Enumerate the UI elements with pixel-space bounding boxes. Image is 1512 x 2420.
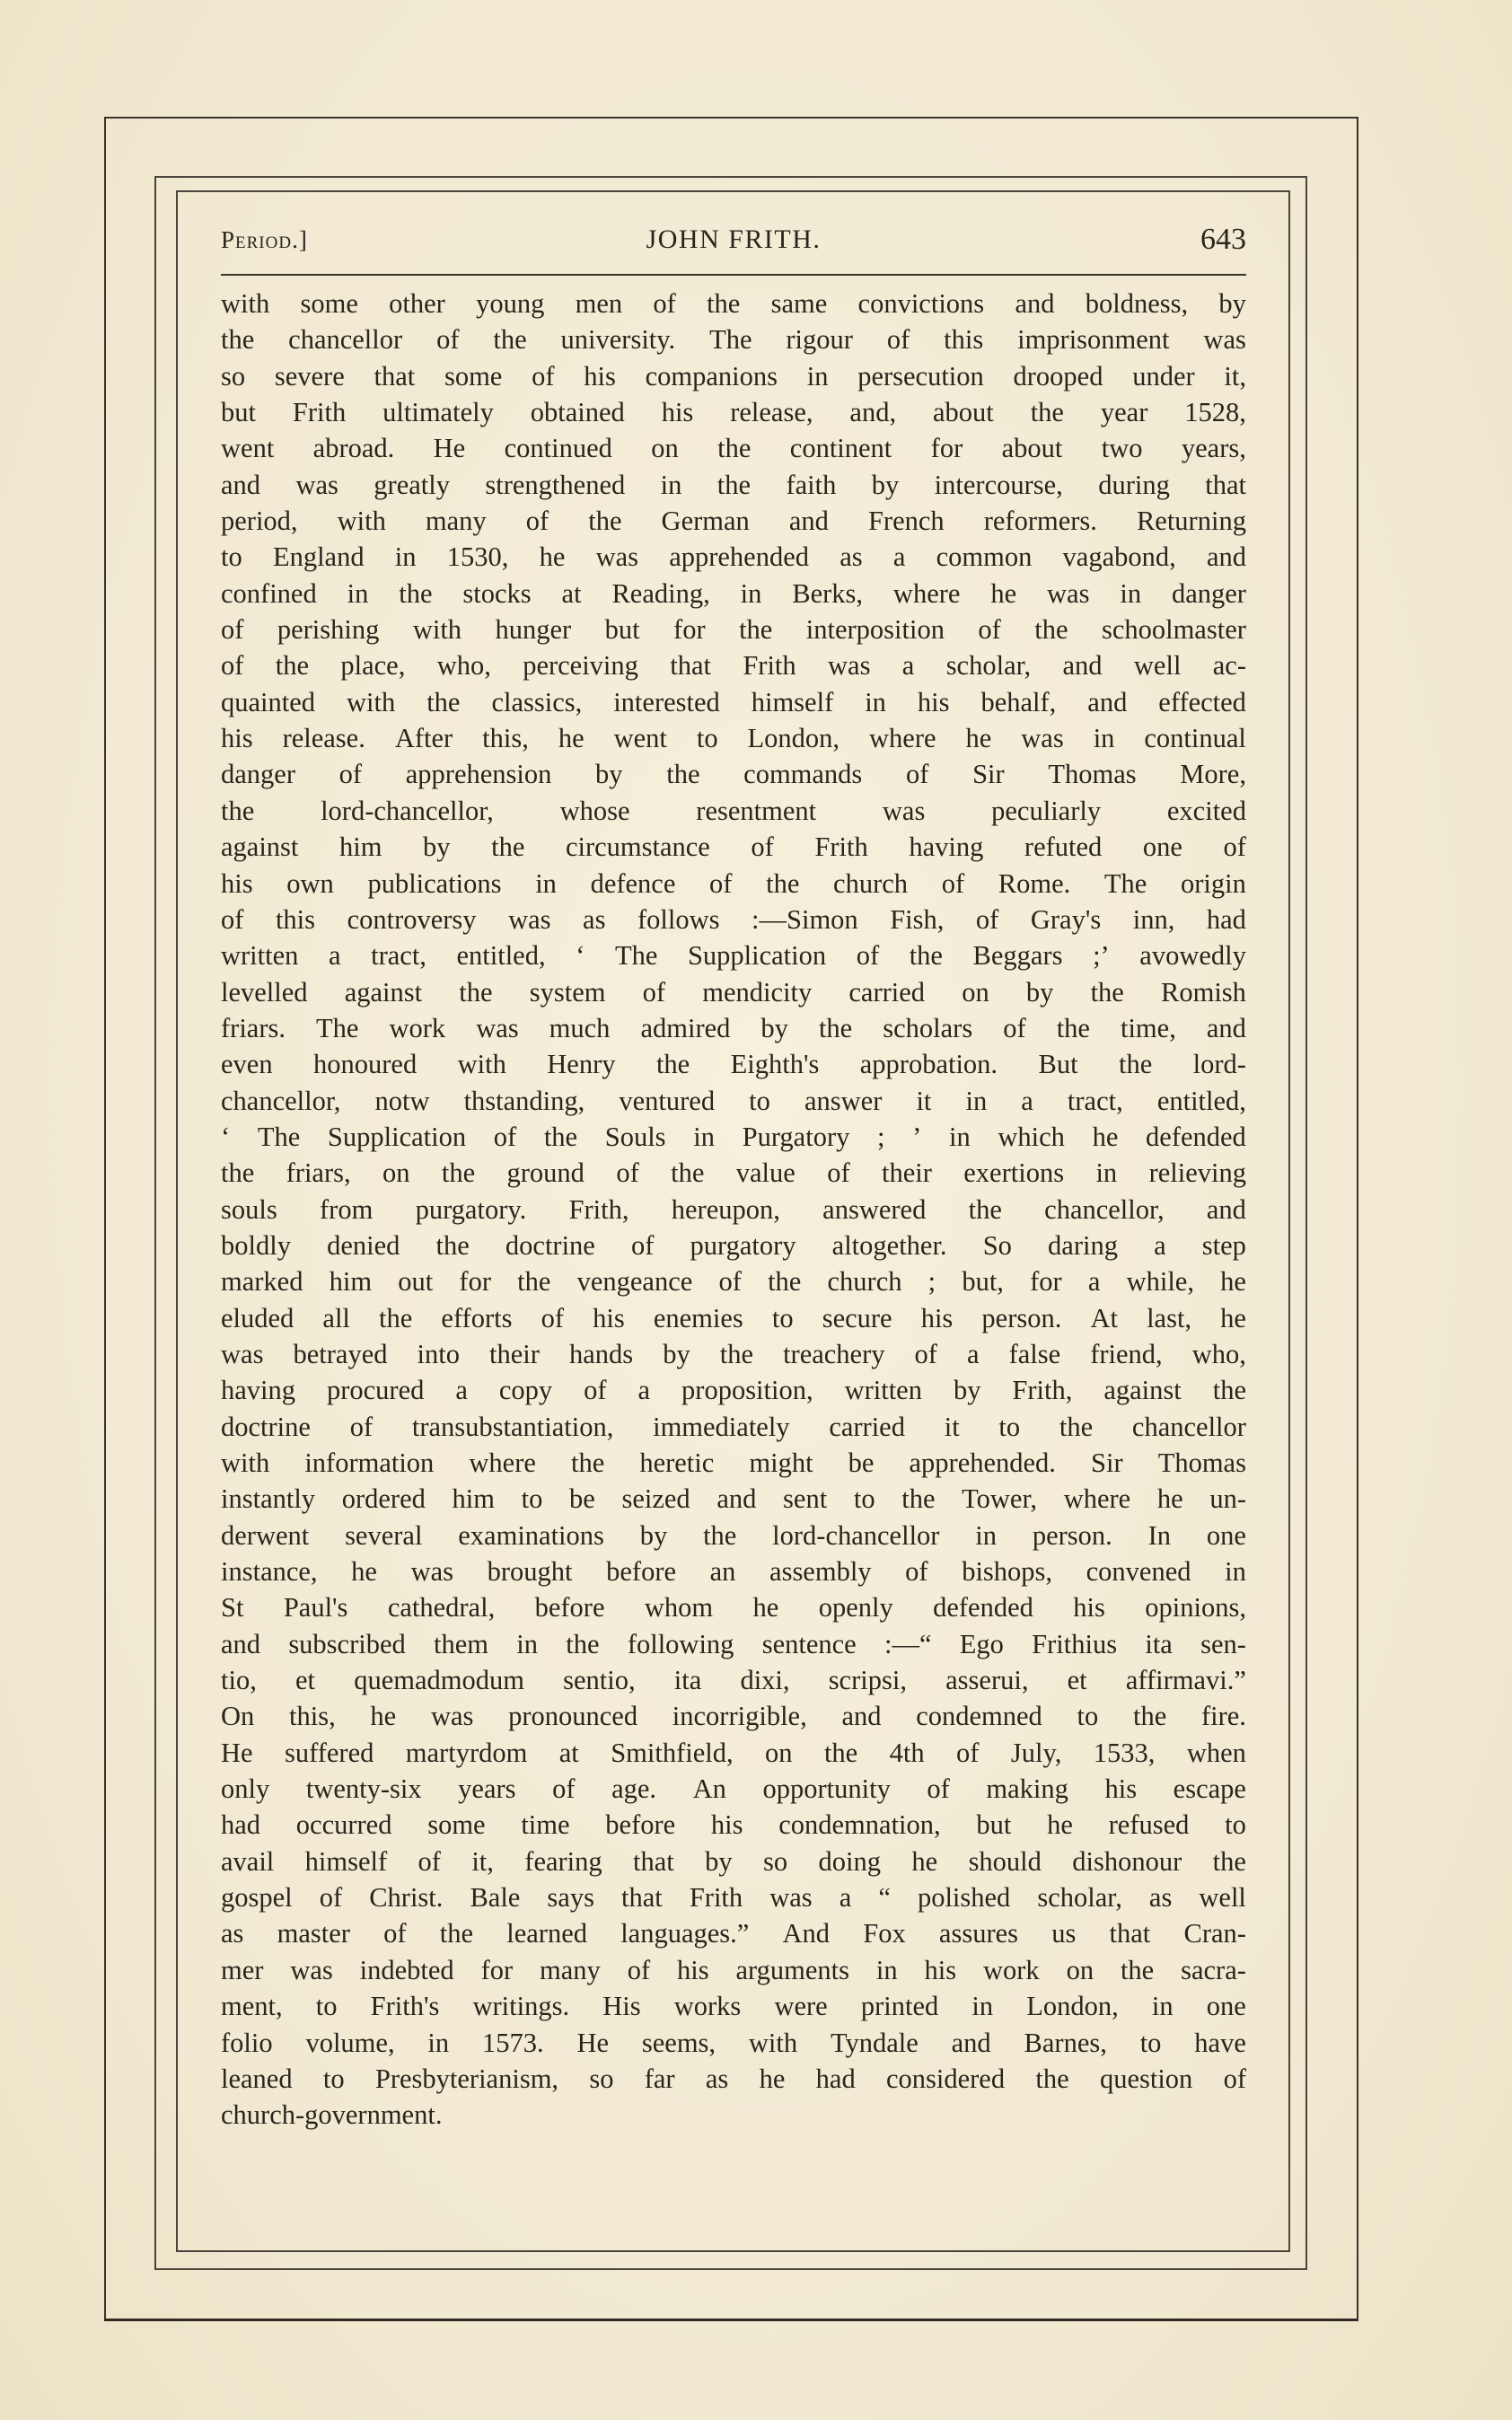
text-line: his release. After this, he went to London, where he was in continual: [221, 723, 1246, 754]
text-line: to England in 1530, he was apprehended as a common vagabond, and: [221, 541, 1246, 573]
text-line: even honoured with Henry the Eighth's approbation. But the lord-: [221, 1049, 1246, 1080]
text-line: avail himself of it, fearing that by so doing he should dishonour the: [221, 1845, 1246, 1877]
text-line: so severe that some of his companions in persecution drooped under it,: [221, 360, 1246, 392]
text-line: ‘ The Supplication of the Souls in Purgatory ; ’ in which he defended: [221, 1121, 1246, 1152]
text-line: chancellor, notw thstanding, ventured to answer it in a tract, entitled,: [221, 1085, 1246, 1116]
text-line: having procured a copy of a proposition, written by Frith, against the: [221, 1375, 1246, 1406]
text-line: eluded all the efforts of his enemies to secure his person. At last, he: [221, 1302, 1246, 1333]
text-line: had occurred some time before his condemnation, but he refused to: [221, 1809, 1246, 1841]
text-line: the lord-chancellor, whose resentment was peculiarly excited: [221, 795, 1246, 826]
text-line: church-government.: [221, 2099, 443, 2131]
text-line: went abroad. He continued on the continent for about two years,: [221, 433, 1246, 464]
text-line: against him by the circumstance of Frith having refuted one of: [221, 832, 1246, 863]
text-line: of the place, who, perceiving that Frith was a scholar, and well ac-: [221, 650, 1246, 682]
body-text: [221, 286, 1246, 2134]
text-line: with information where the heretic might be apprehended. Sir Thomas: [221, 1448, 1246, 1478]
text-line: only twenty-six years of age. An opportunity of making his escape: [221, 1773, 1246, 1805]
text-line: doctrine of transubstantiation, immediately carried it to the chancellor: [221, 1411, 1246, 1442]
text-line: St Paul's cathedral, before whom he openly defended his opinions,: [221, 1592, 1246, 1624]
text-line: leaned to Presbyterianism, so far as he had considered the question of: [221, 2063, 1246, 2094]
text-line: mer was indebted for many of his arguments in his work on the sacra-: [221, 1954, 1246, 1985]
text-line: confined in the stocks at Reading, in Berks, where he was in danger: [221, 577, 1246, 609]
text-line: instance, he was brought before an assembly of bishops, convened in: [221, 1556, 1246, 1588]
text-line: On this, he was pronounced incorrigible, and condemned to the fire.: [221, 1701, 1246, 1732]
text-line: boldly denied the doctrine of purgatory altogether. So daring a step: [221, 1229, 1246, 1261]
text-line: was betrayed into their hands by the treachery of a false friend, who,: [221, 1338, 1246, 1369]
text-line: period, with many of the German and French reformers. Returning: [221, 506, 1246, 537]
text-line: levelled against the system of mendicity carried on by the Romish: [221, 976, 1246, 1008]
text-line: the chancellor of the university. The rigour of this imprisonment was: [221, 324, 1246, 356]
header-title: JOHN FRITH.: [646, 224, 822, 254]
text-line: danger of apprehension by the commands of Sir Thomas More,: [221, 759, 1246, 790]
text-line: written a tract, entitled, ‘ The Supplication of the Beggars ;’ avowedly: [221, 940, 1246, 972]
text-line: souls from purgatory. Frith, hereupon, answered the chancellor, and: [221, 1193, 1246, 1225]
text-line: instantly ordered him to be seized and sent to the Tower, where he un-: [221, 1483, 1246, 1515]
text-line: the friars, on the ground of the value of their exertions in relieving: [221, 1157, 1246, 1189]
text-line: gospel of Christ. Bale says that Frith was a “ polished scholar, as well: [221, 1882, 1246, 1914]
text-line: but Frith ultimately obtained his release, and, about the year 1528,: [221, 397, 1246, 428]
running-header: [221, 223, 1246, 266]
text-line: friars. The work was much admired by the scholars of the time, and: [221, 1012, 1246, 1043]
text-line: and was greatly strengthened in the faith by intercourse, during that: [221, 469, 1246, 500]
text-line: folio volume, in 1573. He seems, with Tyndale and Barnes, to have: [221, 2027, 1246, 2058]
text-line: with some other young men of the same convictions and boldness, by: [221, 288, 1246, 319]
text-line: as master of the learned languages.” And Fox assures us that Cran-: [221, 1918, 1246, 1949]
text-line: quainted with the classics, interested himself in his behalf, and effected: [221, 686, 1246, 717]
text-line: his own publications in defence of the church of Rome. The origin: [221, 867, 1246, 899]
header-section-label: Period.]: [221, 226, 308, 253]
text-line: of perishing with hunger but for the interposition of the schoolmaster: [221, 614, 1246, 646]
text-line: ment, to Frith's writings. His works were printed in London, in one: [221, 1991, 1246, 2022]
text-line: and subscribed them in the following sentence :—“ Ego Frithius ita sen-: [221, 1628, 1246, 1659]
text-line: derwent several examinations by the lord-chancellor in person. In one: [221, 1519, 1246, 1551]
header-rule: [221, 274, 1246, 276]
text-line: of this controversy was as follows :—Simon Fish, of Gray's inn, had: [221, 903, 1246, 935]
page-number: 643: [1200, 223, 1246, 256]
text-line: marked him out for the vengeance of the church ; but, for a while, he: [221, 1266, 1246, 1298]
text-line: tio, et quemadmodum sentio, ita dixi, scripsi, asserui, et affirmavi.”: [221, 1665, 1246, 1696]
text-line: He suffered martyrdom at Smithfield, on the 4th of July, 1533, when: [221, 1737, 1246, 1768]
